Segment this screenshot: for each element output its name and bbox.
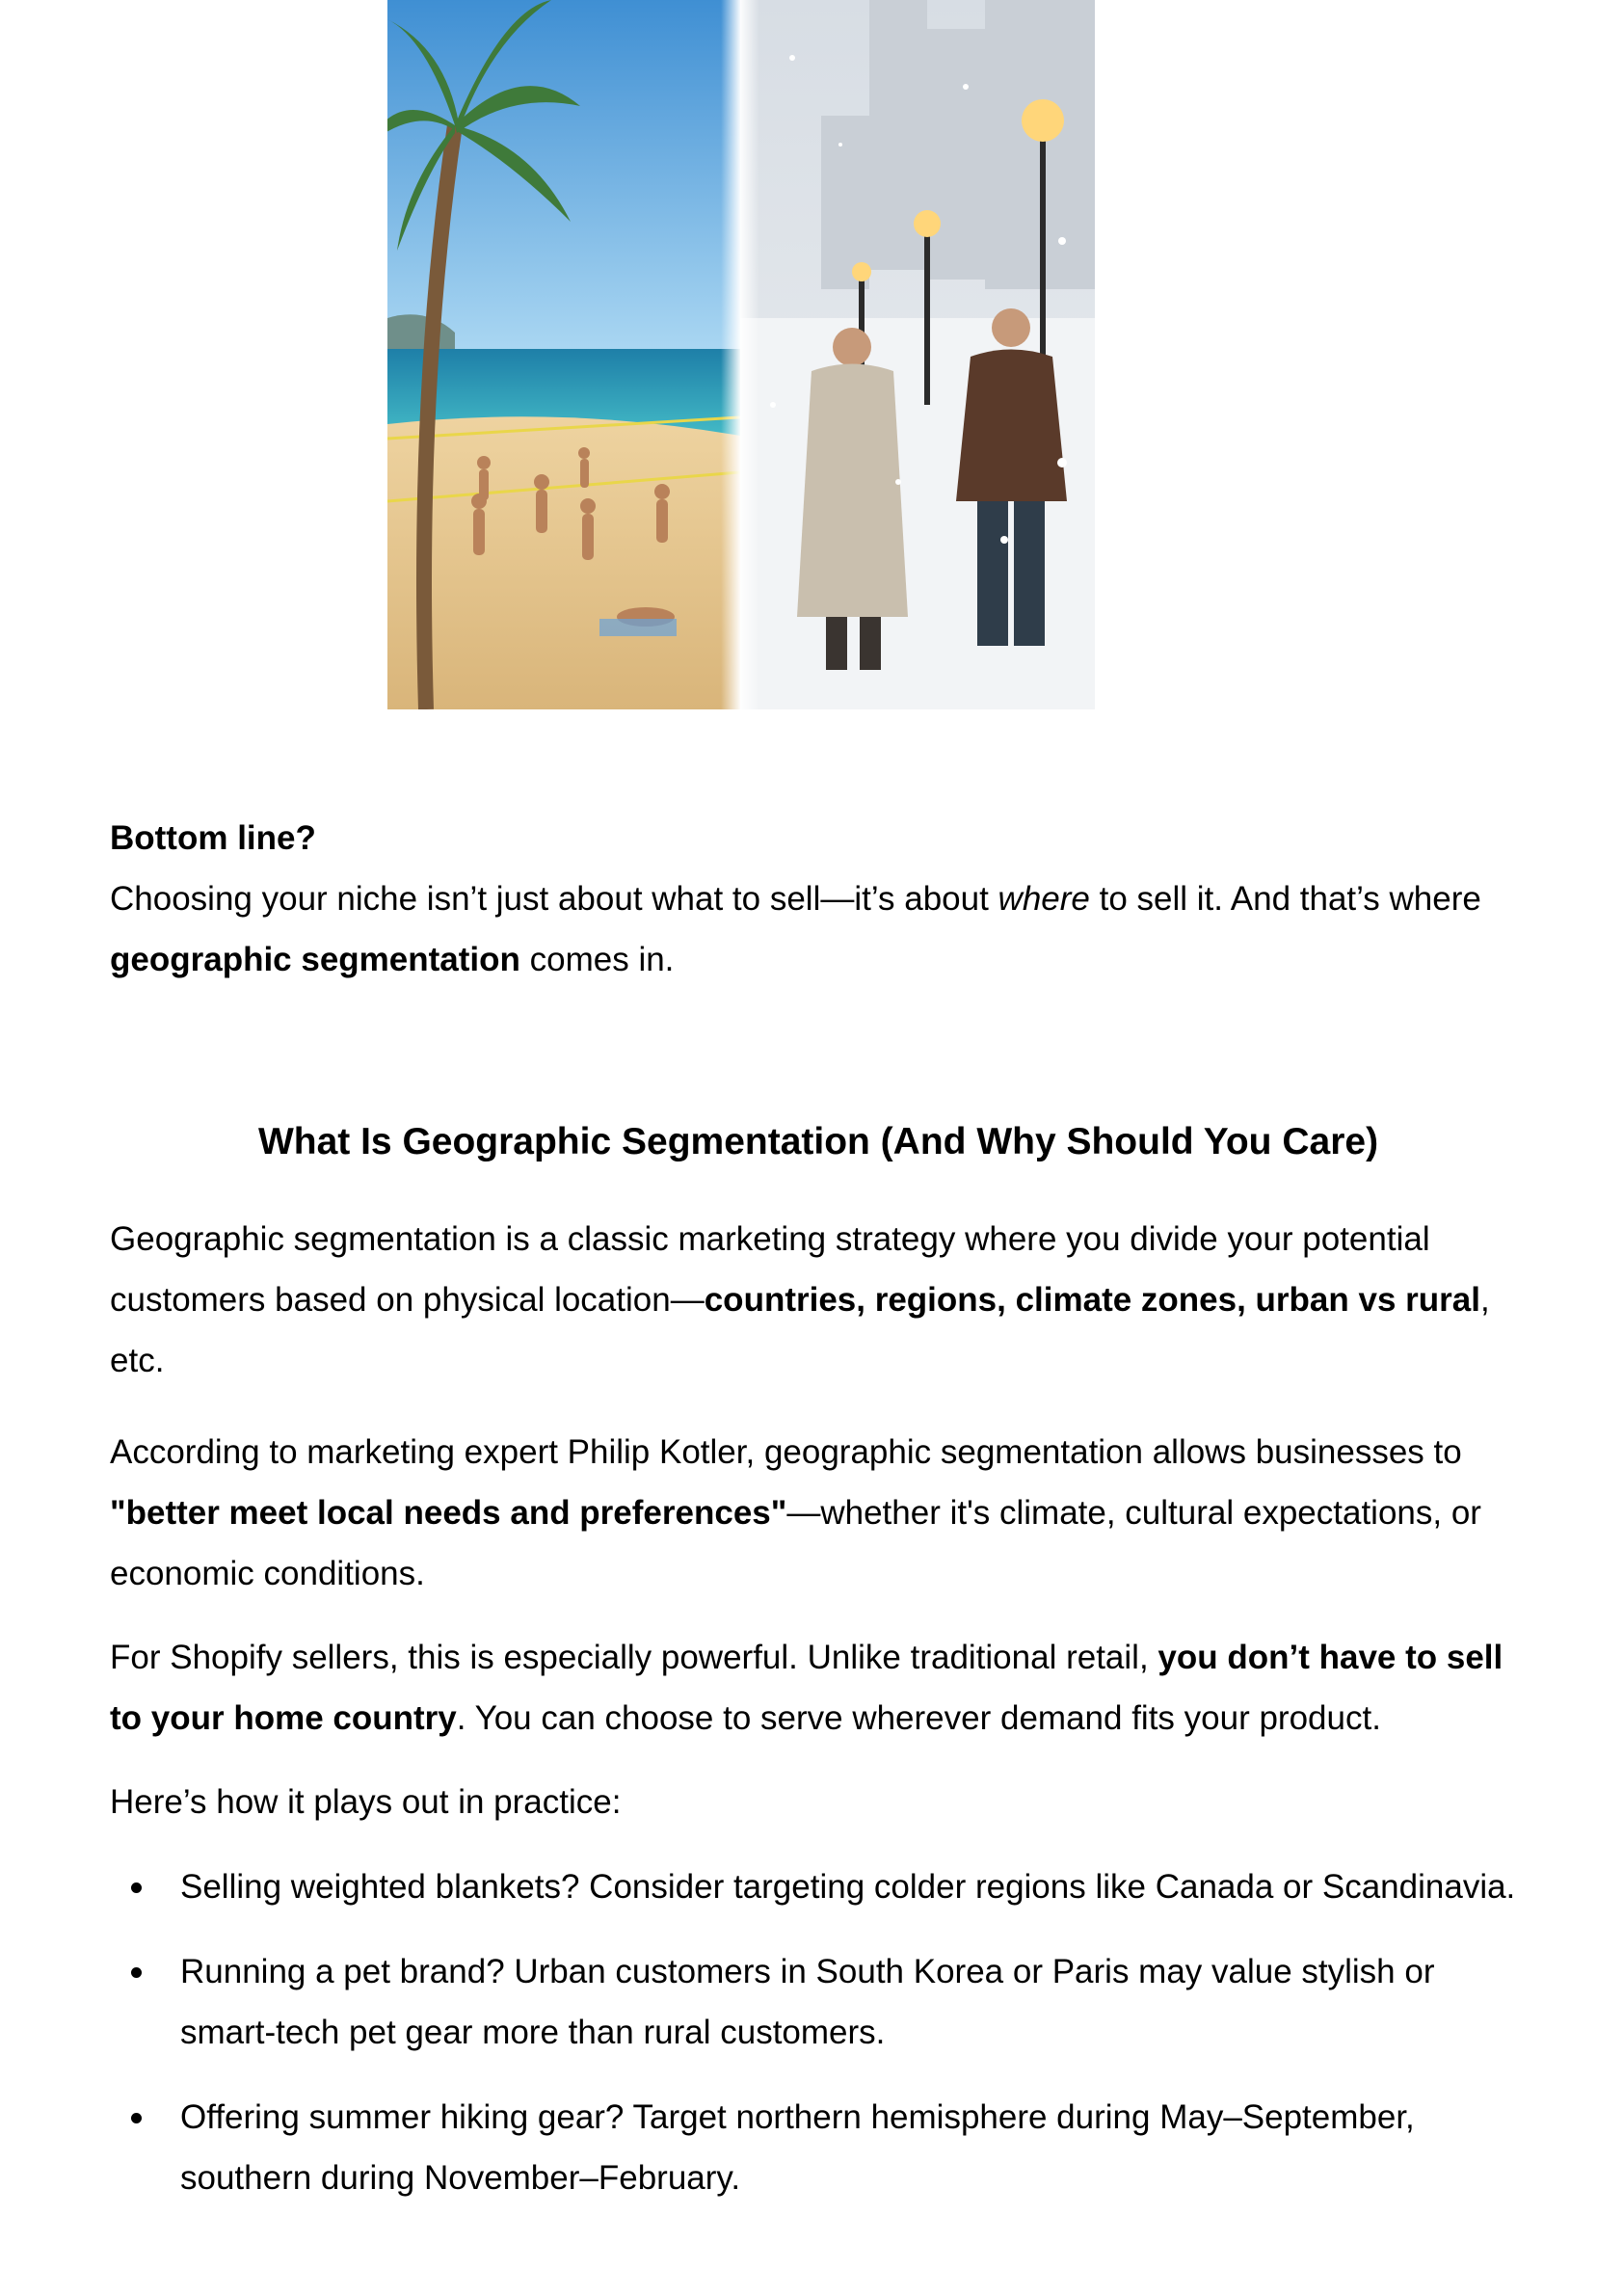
text-span: comes in. xyxy=(519,941,675,978)
paragraph-shopify xyxy=(110,1627,1527,1749)
examples-list xyxy=(110,1856,1527,2208)
text-span: Geographic segmentation is a classic marketing strategy where you divide your potential customers based on physical location— xyxy=(110,1220,1430,1319)
text-span: —whether it's climate, cultural expectations, or economic conditions. xyxy=(110,1494,1481,1592)
emphasis-where: where xyxy=(998,880,1090,918)
list-item xyxy=(110,1941,1527,2063)
bold-quote: "better meet local needs and preferences" xyxy=(110,1494,787,1532)
bullet-icon xyxy=(131,1967,142,1978)
list-item-text: Selling weighted blankets? Consider targeting colder regions like Canada or Scandinavia. xyxy=(180,1868,1516,1906)
paragraph-practice: Here’s how it plays out in practice: xyxy=(110,1783,622,1821)
bullet-icon xyxy=(131,1882,142,1893)
bold-term: geographic segmentation xyxy=(110,941,520,978)
text-span: , etc. xyxy=(110,1281,1490,1379)
bullet-icon xyxy=(131,2113,142,2123)
text-span: According to marketing expert Philip Kotler, geographic segmentation allows businesses to xyxy=(110,1433,1462,1471)
beach-vs-winter-image xyxy=(387,0,1095,709)
text-span: For Shopify sellers, this is especially powerful. Unlike traditional retail, xyxy=(110,1639,1158,1676)
paragraph-kotler xyxy=(110,1422,1527,1604)
list-item-text: Running a pet brand? Urban customers in South Korea or Paris may value stylish or smart-tech pet gear more than rural customers. xyxy=(180,1953,1435,2051)
bold-term: countries, regions, climate zones, urban vs rural xyxy=(704,1281,1480,1319)
text-span: to sell it. And that’s where xyxy=(1089,880,1481,918)
bottom-line-text xyxy=(110,868,1527,990)
article-body xyxy=(110,808,1527,2208)
bold-term: you don’t have to sell to your home country xyxy=(110,1639,1503,1737)
section-heading: What Is Geographic Segmentation (And Why Should You Care) xyxy=(257,1121,1379,1162)
text-span: . You can choose to serve wherever demand fits your product. xyxy=(456,1699,1381,1737)
bottom-line-title: Bottom line? xyxy=(110,819,316,857)
paragraph-definition xyxy=(110,1209,1527,1391)
text-span: Choosing your niche isn’t just about what to sell—it’s about xyxy=(110,880,998,918)
list-item-text: Offering summer hiking gear? Target northern hemisphere during May–September, southern during November–February. xyxy=(180,2098,1415,2197)
list-item xyxy=(110,2087,1527,2208)
list-item xyxy=(110,1856,1527,1917)
